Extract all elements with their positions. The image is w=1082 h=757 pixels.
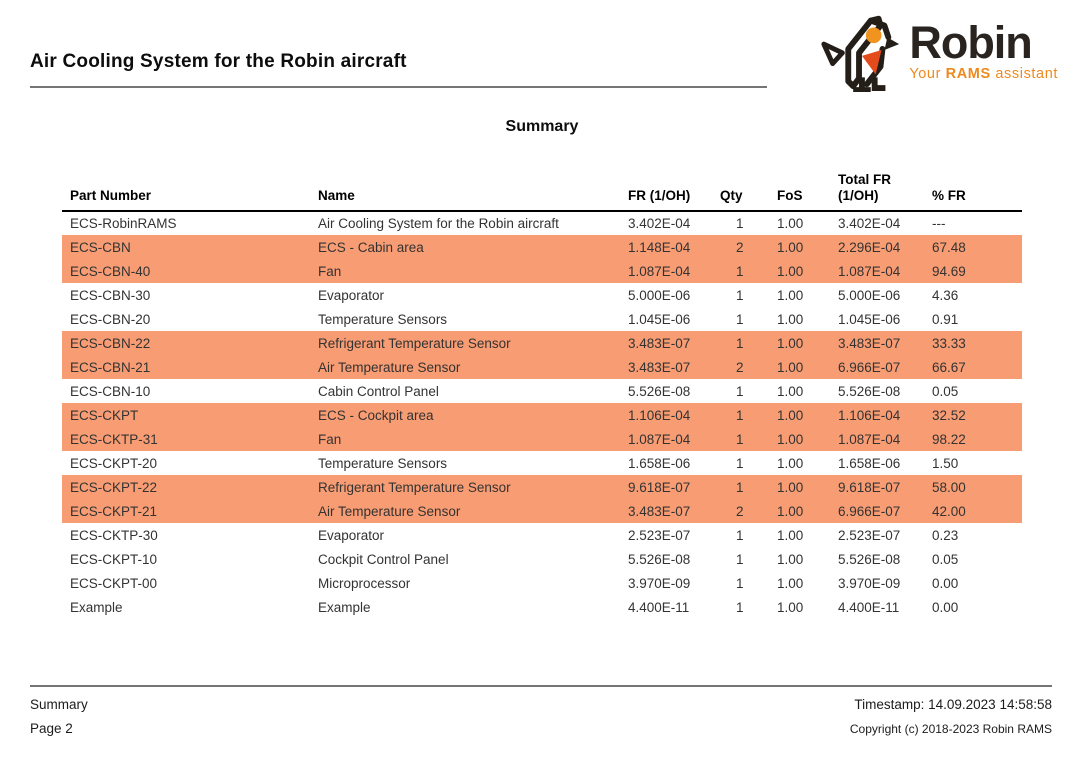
table-cell: Air Temperature Sensor xyxy=(318,355,628,379)
table-cell: 1.045E-06 xyxy=(628,311,691,327)
table-cell: 1 xyxy=(720,427,777,451)
robin-logo xyxy=(815,4,1058,97)
table-cell: 1.148E-04 xyxy=(628,235,720,259)
table-cell: 1.087E-04 xyxy=(838,259,932,283)
summary-table-body xyxy=(62,211,1022,619)
footer-timestamp: Timestamp: 14.09.2023 14:58:58 xyxy=(854,697,1052,712)
table-cell: 1 xyxy=(720,475,777,499)
table-cell: Refrigerant Temperature Sensor xyxy=(318,475,628,499)
table-cell: 42.00 xyxy=(932,499,1022,523)
table-cell: 2.523E-07 xyxy=(838,527,901,543)
summary-heading: Summary xyxy=(505,118,579,135)
table-cell: --- xyxy=(932,216,946,232)
table-cell: Evaporator xyxy=(318,527,385,543)
title-divider xyxy=(30,86,767,88)
table-cell: 32.52 xyxy=(932,403,1022,427)
table-cell: 2.523E-07 xyxy=(628,527,691,543)
table-row xyxy=(62,523,1022,547)
column-header: Name xyxy=(318,172,628,211)
table-cell: ECS-CKTP-30 xyxy=(70,527,158,543)
table-cell: 0.23 xyxy=(932,527,959,543)
table-cell: 2 xyxy=(720,499,777,523)
table-cell: 1.658E-06 xyxy=(628,455,691,471)
table-cell: 5.526E-08 xyxy=(628,383,691,399)
table-row xyxy=(62,379,1022,403)
table-cell: 1 xyxy=(736,575,744,591)
table-cell: 5.526E-08 xyxy=(838,383,901,399)
table-cell: 5.000E-06 xyxy=(838,287,901,303)
summary-table xyxy=(62,172,1022,619)
table-cell: Temperature Sensors xyxy=(318,455,448,471)
table-cell: ECS-CBN-22 xyxy=(62,331,318,355)
table-cell: 1.106E-04 xyxy=(628,403,720,427)
table-cell: 1.00 xyxy=(777,287,804,303)
table-cell: 9.618E-07 xyxy=(838,475,932,499)
table-cell: 3.483E-07 xyxy=(628,355,720,379)
table-cell: ECS-CBN-30 xyxy=(70,287,151,303)
table-row xyxy=(62,307,1022,331)
table-row xyxy=(62,211,1022,235)
table-cell: ECS-CBN-20 xyxy=(70,311,151,327)
table-cell: Air Temperature Sensor xyxy=(318,499,628,523)
table-cell: 67.48 xyxy=(932,235,1022,259)
summary-table-header xyxy=(62,172,1022,211)
table-row xyxy=(62,235,1022,259)
table-cell: ECS-CKPT xyxy=(62,403,318,427)
table-cell: 0.00 xyxy=(932,599,959,615)
table-cell: Example xyxy=(70,599,123,615)
table-cell: ECS - Cockpit area xyxy=(318,403,628,427)
table-cell: 1.50 xyxy=(932,455,959,471)
table-cell: ECS-CKPT-21 xyxy=(62,499,318,523)
document-title: Air Cooling System for the Robin aircraft xyxy=(30,51,407,72)
table-cell: 1.087E-04 xyxy=(628,259,720,283)
table-row xyxy=(62,259,1022,283)
column-header: FoS xyxy=(777,172,838,211)
table-cell: 0.05 xyxy=(932,383,959,399)
table-cell: 5.526E-08 xyxy=(628,551,691,567)
table-row xyxy=(62,595,1022,619)
table-cell: Cockpit Control Panel xyxy=(318,551,449,567)
table-cell: 1.00 xyxy=(777,311,804,327)
table-cell: 1 xyxy=(736,216,744,232)
table-cell: 1.00 xyxy=(777,331,838,355)
table-row xyxy=(62,427,1022,451)
table-cell: 1.00 xyxy=(777,455,804,471)
table-cell: 3.970E-09 xyxy=(628,575,691,591)
table-row xyxy=(62,355,1022,379)
column-header: Total FR (1/OH) xyxy=(838,172,932,211)
table-cell: ECS-CBN-21 xyxy=(62,355,318,379)
table-cell: 1.106E-04 xyxy=(838,403,932,427)
table-cell: 2.296E-04 xyxy=(838,235,932,259)
table-cell: 1.00 xyxy=(777,527,804,543)
logo-wordmark: Robin xyxy=(909,16,1032,68)
table-cell: Fan xyxy=(318,259,628,283)
footer-page-number: Page 2 xyxy=(30,721,73,736)
table-cell: ECS-CKPT-10 xyxy=(70,551,158,567)
table-cell: Cabin Control Panel xyxy=(318,383,439,399)
table-cell: 5.000E-06 xyxy=(628,287,691,303)
table-cell: 1.00 xyxy=(777,551,804,567)
table-cell: 1 xyxy=(720,259,777,283)
robin-bird-logo-icon xyxy=(815,4,905,97)
table-cell: Temperature Sensors xyxy=(318,311,448,327)
column-header: % FR xyxy=(932,172,1022,211)
table-cell: Fan xyxy=(318,427,628,451)
table-cell: 3.483E-07 xyxy=(628,331,720,355)
table-cell: 1.00 xyxy=(777,475,838,499)
table-row xyxy=(62,571,1022,595)
table-cell: 1 xyxy=(736,551,744,567)
table-cell: 1.087E-04 xyxy=(838,427,932,451)
table-cell: 5.526E-08 xyxy=(838,551,901,567)
table-cell: 66.67 xyxy=(932,355,1022,379)
table-row xyxy=(62,547,1022,571)
table-cell: 1 xyxy=(736,527,744,543)
table-cell: 4.36 xyxy=(932,287,959,303)
footer-section-label: Summary xyxy=(30,697,88,712)
table-cell: Refrigerant Temperature Sensor xyxy=(318,331,628,355)
table-cell: ECS-CKPT-20 xyxy=(70,455,158,471)
column-header: Part Number xyxy=(62,172,318,211)
table-cell: 1.00 xyxy=(777,355,838,379)
table-cell: 4.400E-11 xyxy=(628,599,690,615)
table-cell: 94.69 xyxy=(932,259,1022,283)
table-cell: 0.00 xyxy=(932,575,959,591)
table-cell: 1.00 xyxy=(777,235,838,259)
table-cell: ECS-CBN xyxy=(62,235,318,259)
table-cell: 1 xyxy=(736,599,744,615)
table-cell: ECS-CKPT-00 xyxy=(70,575,158,591)
table-cell: 1.00 xyxy=(777,427,838,451)
table-cell: 1.00 xyxy=(777,599,804,615)
table-cell: 0.05 xyxy=(932,551,959,567)
column-header: FR (1/OH) xyxy=(628,172,720,211)
footer-copyright: Copyright (c) 2018-2023 Robin RAMS xyxy=(849,722,1052,736)
table-cell: 4.400E-11 xyxy=(838,599,900,615)
table-cell: 1.00 xyxy=(777,499,838,523)
table-cell: Evaporator xyxy=(318,287,385,303)
table-cell: 3.970E-09 xyxy=(838,575,901,591)
table-row xyxy=(62,331,1022,355)
table-cell: ECS-CBN-10 xyxy=(70,383,151,399)
table-row xyxy=(62,451,1022,475)
table-cell: 98.22 xyxy=(932,427,1022,451)
table-cell: 3.402E-04 xyxy=(628,216,691,232)
column-header: Qty xyxy=(720,172,777,211)
footer-divider xyxy=(30,685,1052,687)
table-cell: 1.00 xyxy=(777,216,804,232)
table-cell: 1.00 xyxy=(777,383,804,399)
table-cell: 3.483E-07 xyxy=(838,331,932,355)
table-cell: 3.483E-07 xyxy=(628,499,720,523)
table-cell: 1.045E-06 xyxy=(838,311,901,327)
table-cell: 1 xyxy=(736,455,744,471)
table-cell: 0.91 xyxy=(932,311,959,327)
table-cell: 1 xyxy=(736,383,744,399)
table-cell: Example xyxy=(318,599,371,615)
table-cell: Microprocessor xyxy=(318,575,411,591)
table-cell: 2 xyxy=(720,355,777,379)
table-cell: ECS-CKPT-22 xyxy=(62,475,318,499)
table-cell: ECS - Cabin area xyxy=(318,235,628,259)
table-cell: 1 xyxy=(736,311,744,327)
table-cell: 1.00 xyxy=(777,403,838,427)
logo-tagline: Your RAMS assistant xyxy=(909,65,1058,82)
table-cell: 2 xyxy=(720,235,777,259)
table-cell: ECS-CKTP-31 xyxy=(62,427,318,451)
table-cell: 6.966E-07 xyxy=(838,499,932,523)
table-cell: 1 xyxy=(736,287,744,303)
table-cell: 1.00 xyxy=(777,575,804,591)
table-cell: 1.087E-04 xyxy=(628,427,720,451)
table-cell: 9.618E-07 xyxy=(628,475,720,499)
table-cell: 33.33 xyxy=(932,331,1022,355)
table-cell: ECS-CBN-40 xyxy=(62,259,318,283)
table-cell: Air Cooling System for the Robin aircraft xyxy=(318,216,559,232)
table-row xyxy=(62,403,1022,427)
table-row xyxy=(62,475,1022,499)
table-cell: 1.658E-06 xyxy=(838,455,901,471)
table-cell: ECS-RobinRAMS xyxy=(70,216,177,232)
table-cell: 1.00 xyxy=(777,259,838,283)
table-row xyxy=(62,499,1022,523)
table-cell: 3.402E-04 xyxy=(838,216,901,232)
table-cell: 6.966E-07 xyxy=(838,355,932,379)
table-cell: 1 xyxy=(720,403,777,427)
table-cell: 58.00 xyxy=(932,475,1022,499)
table-row xyxy=(62,283,1022,307)
table-cell: 1 xyxy=(720,331,777,355)
